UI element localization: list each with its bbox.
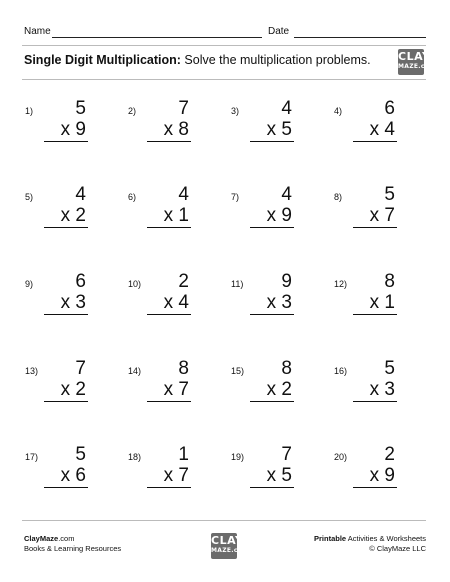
title-bold: Single Digit Multiplication:	[24, 53, 181, 67]
problem-2	[125, 95, 225, 175]
problem-top-factor: 8	[281, 358, 292, 379]
name-line[interactable]	[52, 37, 262, 38]
problem-bottom-factor: x 1	[369, 292, 395, 313]
problem-bottom-factor: x 9	[60, 119, 86, 140]
claymaze-logo-icon	[398, 49, 436, 75]
problem-number: 9)	[25, 279, 34, 289]
problem-20	[331, 441, 431, 521]
instruction-text: Solve the multiplication problems.	[184, 53, 371, 67]
name-label: Name	[24, 26, 51, 37]
problem-bottom-factor: x 9	[369, 465, 395, 486]
answer-line[interactable]	[44, 401, 88, 402]
problem-bottom-factor: x 6	[60, 465, 86, 486]
problem-7	[228, 181, 328, 261]
footer-rule	[22, 520, 426, 521]
answer-line[interactable]	[353, 401, 397, 402]
problem-top-factor: 6	[75, 271, 86, 292]
problem-top-factor: 5	[75, 444, 86, 465]
claymaze-footer-logo-icon	[211, 533, 249, 559]
answer-line[interactable]	[353, 314, 397, 315]
footer-right	[314, 534, 426, 554]
footer-logo-line2: MAZE.com	[211, 547, 249, 554]
problem-18	[125, 441, 225, 521]
answer-line[interactable]	[250, 141, 294, 142]
problem-number: 16)	[334, 366, 348, 376]
problem-bottom-factor: x 7	[369, 205, 395, 226]
problem-top-factor: 2	[178, 271, 189, 292]
problem-8	[331, 181, 431, 261]
problem-number: 13)	[25, 366, 39, 376]
problem-number: 1)	[25, 106, 34, 116]
problem-top-factor: 5	[384, 184, 395, 205]
answer-line[interactable]	[353, 141, 397, 142]
date-label: Date	[268, 26, 290, 37]
footer-copyright: © ClayMaze LLC	[369, 543, 426, 553]
answer-line[interactable]	[147, 487, 191, 488]
footer-site-bold: ClayMaze	[24, 534, 59, 543]
footer-tagline: Books & Learning Resources	[24, 543, 122, 553]
problem-top-factor: 4	[281, 98, 292, 119]
problem-bottom-factor: x 2	[60, 379, 86, 400]
problem-bottom-factor: x 3	[266, 292, 292, 313]
problem-top-factor: 7	[178, 98, 189, 119]
answer-line[interactable]	[44, 227, 88, 228]
header-top-rule	[22, 45, 426, 46]
problem-top-factor: 9	[281, 271, 292, 292]
logo-line2: MAZE.com	[398, 63, 436, 70]
problem-3	[228, 95, 328, 175]
problem-bottom-factor: x 3	[60, 292, 86, 313]
problem-bottom-factor: x 1	[163, 205, 189, 226]
answer-line[interactable]	[353, 487, 397, 488]
problem-11	[228, 268, 328, 348]
problem-number: 15)	[231, 366, 245, 376]
problem-top-factor: 4	[75, 184, 86, 205]
problem-19	[228, 441, 328, 521]
answer-line[interactable]	[250, 487, 294, 488]
answer-line[interactable]	[353, 227, 397, 228]
problem-number: 14)	[128, 366, 142, 376]
footer-right-rest: Activities & Worksheets	[346, 534, 426, 543]
problem-10	[125, 268, 225, 348]
problem-12	[331, 268, 431, 348]
header-bottom-rule	[22, 79, 426, 80]
problem-number: 10)	[128, 279, 142, 289]
logo-line1: CLAY	[398, 50, 431, 63]
problem-bottom-factor: x 2	[60, 205, 86, 226]
problem-bottom-factor: x 8	[163, 119, 189, 140]
problem-number: 6)	[128, 192, 137, 202]
name-date-row	[22, 26, 426, 40]
problem-number: 18)	[128, 452, 142, 462]
footer-right-bold: Printable	[314, 534, 347, 543]
problem-number: 17)	[25, 452, 39, 462]
problem-top-factor: 4	[281, 184, 292, 205]
problem-number: 7)	[231, 192, 240, 202]
answer-line[interactable]	[44, 487, 88, 488]
answer-line[interactable]	[250, 401, 294, 402]
worksheet-title	[24, 53, 371, 67]
problem-number: 2)	[128, 106, 137, 116]
footer-left	[24, 534, 121, 554]
date-line[interactable]	[294, 37, 426, 38]
problem-9	[22, 268, 122, 348]
answer-line[interactable]	[147, 227, 191, 228]
problem-16	[331, 355, 431, 435]
problem-13	[22, 355, 122, 435]
problem-1	[22, 95, 122, 175]
answer-line[interactable]	[44, 314, 88, 315]
problem-number: 4)	[334, 106, 343, 116]
problem-bottom-factor: x 4	[369, 119, 395, 140]
problem-number: 12)	[334, 279, 348, 289]
problem-15	[228, 355, 328, 435]
problem-top-factor: 5	[384, 358, 395, 379]
footer-logo-line1: CLAY	[211, 534, 244, 547]
problem-number: 19)	[231, 452, 245, 462]
answer-line[interactable]	[44, 141, 88, 142]
problem-bottom-factor: x 7	[163, 379, 189, 400]
problem-top-factor: 1	[178, 444, 189, 465]
problem-number: 8)	[334, 192, 343, 202]
problem-top-factor: 2	[384, 444, 395, 465]
problem-17	[22, 441, 122, 521]
answer-line[interactable]	[250, 227, 294, 228]
footer-site-rest: .com	[58, 534, 75, 543]
problem-number: 5)	[25, 192, 34, 202]
answer-line[interactable]	[250, 314, 294, 315]
problem-top-factor: 8	[178, 358, 189, 379]
answer-line[interactable]	[147, 401, 191, 402]
problem-number: 3)	[231, 106, 240, 116]
problem-6	[125, 181, 225, 261]
problem-14	[125, 355, 225, 435]
footer	[22, 528, 426, 568]
problem-bottom-factor: x 4	[163, 292, 189, 313]
problem-number: 20)	[334, 452, 348, 462]
problem-top-factor: 7	[281, 444, 292, 465]
problem-bottom-factor: x 7	[163, 465, 189, 486]
answer-line[interactable]	[147, 314, 191, 315]
problem-4	[331, 95, 431, 175]
problem-bottom-factor: x 5	[266, 119, 292, 140]
problem-top-factor: 6	[384, 98, 395, 119]
problem-top-factor: 7	[75, 358, 86, 379]
problem-top-factor: 5	[75, 98, 86, 119]
problem-bottom-factor: x 3	[369, 379, 395, 400]
problem-5	[22, 181, 122, 261]
answer-line[interactable]	[147, 141, 191, 142]
problem-number: 11)	[231, 279, 244, 289]
problem-bottom-factor: x 9	[266, 205, 292, 226]
worksheet-header	[22, 47, 436, 77]
problem-top-factor: 4	[178, 184, 189, 205]
problem-bottom-factor: x 2	[266, 379, 292, 400]
problem-top-factor: 8	[384, 271, 395, 292]
problem-bottom-factor: x 5	[266, 465, 292, 486]
